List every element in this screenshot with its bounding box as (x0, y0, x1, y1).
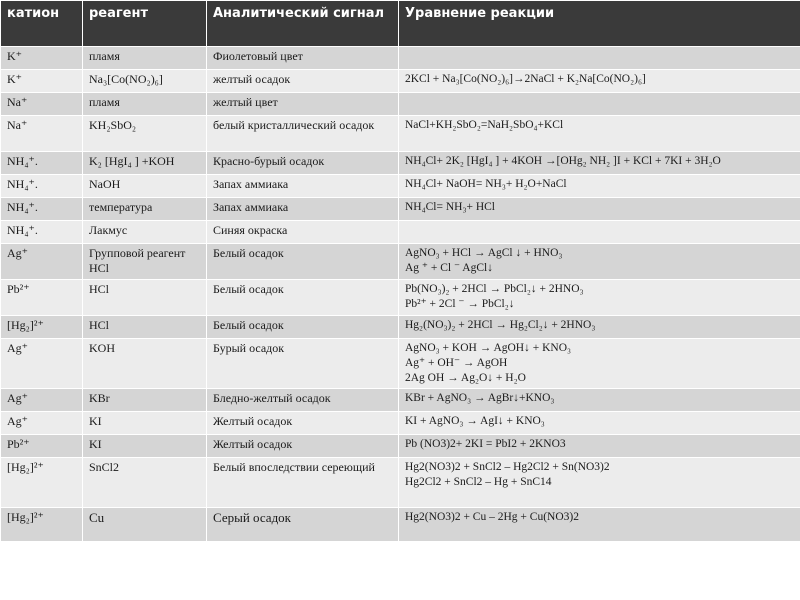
cell-cation: [Hg₂]²⁺ (1, 458, 83, 508)
cell-cation: Pb²⁺ (1, 435, 83, 458)
cell-cation: NH₄⁺. (1, 198, 83, 221)
equation-line: NaCl+KH₂SbO₂=NaH₂SbO₄+KCl (405, 119, 564, 131)
table-row (1, 93, 800, 116)
cell-equation (399, 116, 800, 152)
cell-reagent: HCl (83, 280, 207, 316)
cell-signal: Бурый осадок (207, 339, 399, 389)
equation-line: Hg₂(NO₃)₂ + 2HCl → Hg₂Cl₂↓ + 2HNO₃ (405, 319, 596, 331)
cell-cation: Ag⁺ (1, 244, 83, 280)
cell-cation: Na⁺ (1, 93, 83, 116)
cell-reagent: температура (83, 198, 207, 221)
table-row (1, 389, 800, 412)
equation-line: 2KCl + Na₃[Co(NO₂)₆]→2NaCl + K₂Na[Co(NO₂)₆] (405, 73, 646, 85)
cell-equation (399, 47, 800, 70)
header-equation: Уравнение реакции (399, 1, 800, 47)
cell-cation: [Hg₂]²⁺ (1, 508, 83, 542)
cell-reagent: KI (83, 412, 207, 435)
cell-cation: Pb²⁺ (1, 280, 83, 316)
cell-signal: белый кристаллический осадок (207, 116, 399, 152)
cell-reagent: пламя (83, 93, 207, 116)
equation-line: Hg2(NO3)2 + Cu – 2Hg + Cu(NO3)2 (405, 511, 579, 523)
equation-line: AgNO₃ + KOH → AgOH↓ + KNO₃ (405, 342, 572, 354)
cell-cation: K⁺ (1, 70, 83, 93)
header-reagent: реагент (83, 1, 207, 47)
cell-signal: Желтый осадок (207, 435, 399, 458)
cell-cation: NH₄⁺. (1, 175, 83, 198)
cell-equation (399, 175, 800, 198)
cell-signal: желтый осадок (207, 70, 399, 93)
table-row (1, 221, 800, 244)
cell-reagent: KOH (83, 339, 207, 389)
cell-reagent: Групповой реагент HCl (83, 244, 207, 280)
cell-reagent: NaOH (83, 175, 207, 198)
cell-equation (399, 316, 800, 339)
table-row (1, 280, 800, 316)
cell-signal: Белый осадок (207, 244, 399, 280)
cell-signal: Белый осадок (207, 316, 399, 339)
table-row (1, 244, 800, 280)
cell-cation: Na⁺ (1, 116, 83, 152)
cell-signal: Красно-бурый осадок (207, 152, 399, 175)
equation-line: Pb²⁺ + 2Cl ⁻ → PbCl₂↓ (405, 298, 515, 310)
equation-line: Hg2(NO3)2 + SnCl2 – Hg2Cl2 + Sn(NO3)2 (405, 461, 610, 473)
cell-equation (399, 458, 800, 508)
equation-line: Pb (NO3)2+ 2KI = PbI2 + 2KNO3 (405, 438, 566, 450)
cell-cation: Ag⁺ (1, 339, 83, 389)
cell-equation (399, 221, 800, 244)
cell-cation: NH₄⁺. (1, 221, 83, 244)
equation-line: NH₄Cl+ 2K₂ [HgI₄ ] + 4KOH →[OHg₂ NH₂ ]I + KCl + 7KI + 3H₂O (405, 155, 721, 167)
table-row (1, 508, 800, 542)
cell-cation: Ag⁺ (1, 412, 83, 435)
cell-cation: [Hg₂]²⁺ (1, 316, 83, 339)
equation-line: Hg2Cl2 + SnCl2 – Hg + SnC14 (405, 476, 552, 488)
table-row (1, 339, 800, 389)
cell-signal: желтый цвет (207, 93, 399, 116)
cell-equation (399, 152, 800, 175)
cell-reagent: Cu (83, 508, 207, 542)
table-row (1, 458, 800, 508)
cell-signal: Синяя окраска (207, 221, 399, 244)
cell-equation (399, 70, 800, 93)
cell-signal: Серый осадок (207, 508, 399, 542)
table-row (1, 198, 800, 221)
equation-line: NH₄Cl+ NaOH= NH₃+ H₂O+NaCl (405, 178, 567, 190)
cell-signal: Фиолетовый цвет (207, 47, 399, 70)
table-row (1, 116, 800, 152)
table-row (1, 70, 800, 93)
table-row (1, 412, 800, 435)
cell-signal: Желтый осадок (207, 412, 399, 435)
table-row (1, 47, 800, 70)
cell-reagent: Лакмус (83, 221, 207, 244)
table-row (1, 152, 800, 175)
cell-equation (399, 412, 800, 435)
cell-reagent: KH₂SbO₂ (83, 116, 207, 152)
cell-equation (399, 93, 800, 116)
cell-cation: NH₄⁺. (1, 152, 83, 175)
cell-reagent: KI (83, 435, 207, 458)
header-cation: катион (1, 1, 83, 47)
cell-equation (399, 435, 800, 458)
cell-reagent: SnCl2 (83, 458, 207, 508)
equation-line: KBr + AgNO₃ → AgBr↓+KNO₃ (405, 392, 555, 404)
table-row (1, 316, 800, 339)
cell-signal: Белый впоследствии сереющий (207, 458, 399, 508)
cell-equation (399, 339, 800, 389)
cell-equation (399, 389, 800, 412)
equation-line: AgNO₃ + HCl → AgCl ↓ + HNO₃ (405, 247, 563, 259)
cell-equation (399, 244, 800, 280)
cell-cation: Ag⁺ (1, 389, 83, 412)
cell-reagent: HCl (83, 316, 207, 339)
equation-line: Ag⁺ + OH⁻ → AgOH (405, 357, 508, 369)
table-row (1, 435, 800, 458)
equation-line: Ag ⁺ + Cl ⁻ AgCl↓ (405, 262, 493, 274)
equation-line: NH₄Cl= NH₃+ HCl (405, 201, 495, 213)
cell-equation (399, 198, 800, 221)
equation-line: 2Ag OH → Ag₂O↓ + H₂O (405, 372, 526, 384)
cell-signal: Бледно-желтый осадок (207, 389, 399, 412)
cell-reagent: KBr (83, 389, 207, 412)
equation-line: Pb(NO₃)₂ + 2HCl → PbCl₂↓ + 2HNO₃ (405, 283, 584, 295)
cell-reagent: Na₃[Co(NO₂)₆] (83, 70, 207, 93)
cell-signal: Запах аммиака (207, 175, 399, 198)
cell-signal: Белый осадок (207, 280, 399, 316)
table-row (1, 175, 800, 198)
table-header-row (1, 1, 800, 47)
cell-signal: Запах аммиака (207, 198, 399, 221)
cell-equation (399, 280, 800, 316)
equation-line: KI + AgNO₃ → AgI↓ + KNO₃ (405, 415, 545, 427)
table-body (1, 47, 800, 542)
header-signal: Аналитический сигнал (207, 1, 399, 47)
cell-cation: K⁺ (1, 47, 83, 70)
cell-equation (399, 508, 800, 542)
cell-reagent: пламя (83, 47, 207, 70)
cell-reagent: K₂ [HgI₄ ] +KOH (83, 152, 207, 175)
